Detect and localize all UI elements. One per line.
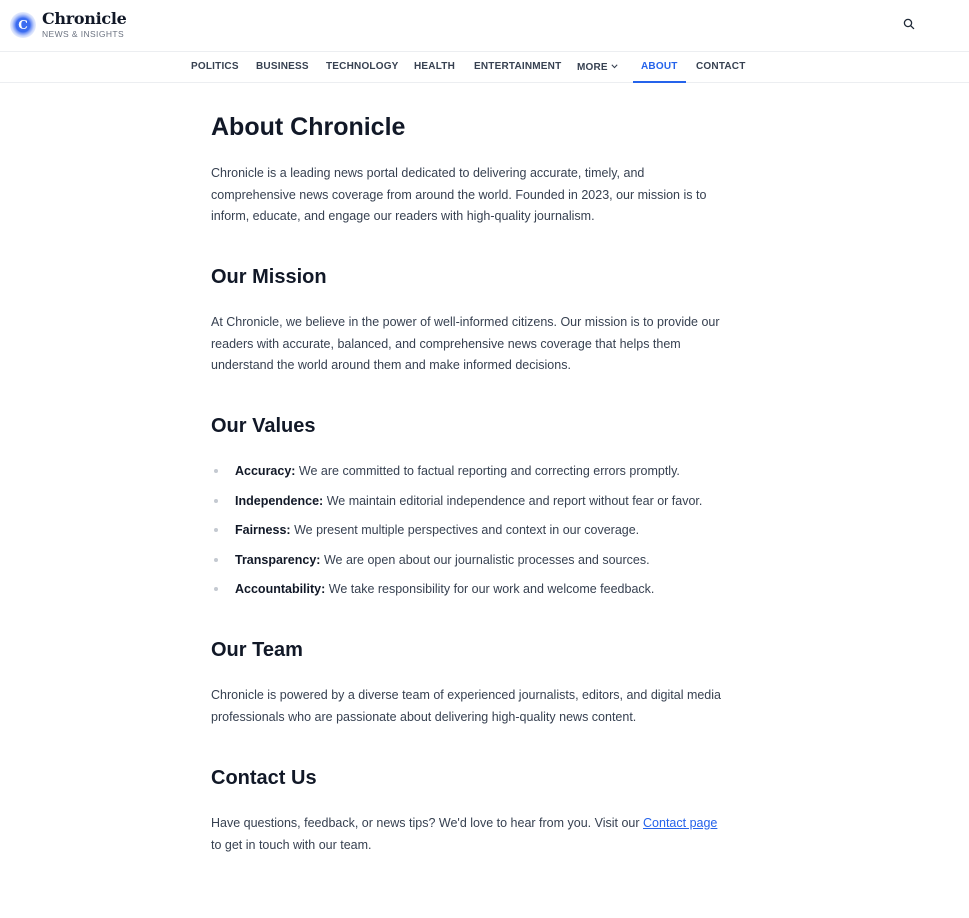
value-term: Accuracy: <box>235 464 296 478</box>
bullet-dot <box>214 528 218 532</box>
contact-page-link[interactable]: Contact page <box>643 816 718 830</box>
bullet-dot <box>214 587 218 591</box>
value-term: Independence: <box>235 493 324 508</box>
list-item <box>211 579 731 609</box>
value-term: Fairness: <box>235 523 291 537</box>
nav-item-about[interactable]: ABOUT <box>641 52 678 83</box>
search-icon[interactable] <box>902 17 916 31</box>
contact-text-after: to get in touch with our team. <box>211 837 372 852</box>
nav-item-more[interactable] <box>577 52 618 83</box>
contact-text-before: Have questions, feedback, or news tips? We'd love to hear from you. Visit our <box>211 816 644 830</box>
site-name: Chronicle <box>42 9 127 28</box>
contact-paragraph <box>211 813 731 856</box>
nav-item-politics[interactable]: POLITICS <box>191 61 239 72</box>
bullet-dot <box>214 499 218 503</box>
mission-paragraph: At Chronicle, we believe in the power of well-informed citizens. Our mission is to provide our readers with accurate, balanced, and comprehensive news coverage that helps them understand the world around them and make informed decisions. <box>211 315 720 372</box>
list-item <box>211 550 731 580</box>
values-list <box>211 461 731 609</box>
logo-text <box>42 10 126 40</box>
bullet-dot <box>214 558 218 562</box>
bullet-dot <box>214 469 218 473</box>
main-nav <box>0 52 969 83</box>
nav-item-more-label: MORE <box>577 62 608 73</box>
value-text: We take responsibility for our work and welcome feedback. <box>325 582 655 596</box>
value-text: We maintain editorial independence and report without fear or favor. <box>323 493 703 508</box>
nav-item-health[interactable]: HEALTH <box>414 61 456 72</box>
value-text: We are committed to factual reporting and correcting errors promptly. <box>295 464 680 478</box>
team-heading: Our Team <box>211 639 303 661</box>
page-title: About Chronicle <box>211 113 406 141</box>
site-header <box>0 0 969 52</box>
list-item <box>211 491 731 521</box>
contact-heading: Contact Us <box>211 767 317 789</box>
site-tagline: NEWS & INSIGHTS <box>42 29 125 39</box>
list-item <box>211 520 731 550</box>
value-term: Transparency: <box>235 552 321 567</box>
list-item <box>211 461 731 491</box>
nav-item-entertainment[interactable]: ENTERTAINMENT <box>474 61 562 72</box>
nav-item-technology[interactable]: TECHNOLOGY <box>326 61 399 72</box>
mission-heading: Our Mission <box>211 266 327 288</box>
values-heading: Our Values <box>211 415 316 437</box>
chevron-down-icon <box>611 52 618 81</box>
team-paragraph: Chronicle is powered by a diverse team of experienced journalists, editors, and digital media professionals who are passionate about delivering high-quality news content. <box>211 688 721 724</box>
value-text: We present multiple perspectives and context in our coverage. <box>290 523 640 537</box>
site-logo[interactable] <box>10 10 126 40</box>
value-term: Accountability: <box>235 582 326 596</box>
intro-paragraph: Chronicle is a leading news portal dedicated to delivering accurate, timely, and comprehensive news coverage from around the world. Founded in 2023, our mission is to inform, educate, and engage our readers with high-quality journalism. <box>211 166 707 223</box>
logo-mark: C <box>10 12 36 38</box>
nav-item-contact[interactable]: CONTACT <box>696 61 746 72</box>
nav-item-business[interactable]: BUSINESS <box>256 61 309 72</box>
value-text: We are open about our journalistic processes and sources. <box>320 552 650 567</box>
